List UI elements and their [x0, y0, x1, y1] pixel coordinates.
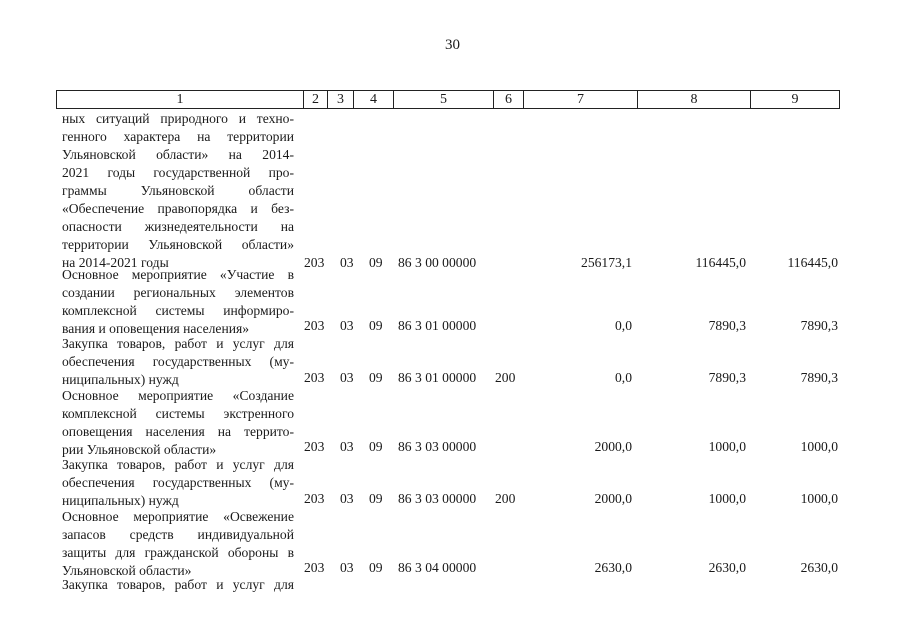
header-col-9: 9	[791, 92, 799, 107]
description-line: территории Ульяновской области»	[62, 237, 294, 252]
cell-col-9: 1000,0	[800, 439, 838, 454]
cell-col-6: 200	[495, 370, 516, 385]
description-line: Основное мероприятие «Участие в	[62, 267, 294, 282]
row-description	[62, 335, 294, 389]
cell-col-7: 2630,0	[594, 560, 632, 575]
cell-col-4: 09	[369, 491, 383, 506]
cell-col-9: 7890,3	[800, 318, 838, 333]
cell-col-9: 1000,0	[800, 491, 838, 506]
description-line: ниципальных) нужд	[62, 493, 179, 508]
description-line: защиты для гражданской обороны в	[62, 545, 294, 560]
cell-col-8: 7890,3	[708, 318, 746, 333]
description-line: граммы Ульяновской области	[62, 183, 294, 198]
description-line: генного характера на территории	[62, 129, 294, 144]
cell-col-2: 203	[304, 318, 325, 333]
description-line: на 2014-2021 годы	[62, 255, 169, 270]
header-col-2: 2	[304, 91, 328, 108]
description-line: ниципальных) нужд	[62, 372, 179, 387]
header-col-5: 5	[394, 91, 494, 108]
table-header-row	[56, 90, 840, 109]
cell-col-8: 1000,0	[708, 439, 746, 454]
description-line: 2021 годы государственной про-	[62, 165, 294, 180]
cell-col-4: 09	[369, 439, 383, 454]
cell-col-3: 03	[340, 255, 354, 270]
description-line: вания и оповещения населения»	[62, 321, 250, 336]
cell-col-4: 09	[369, 255, 383, 270]
description-line: Закупка товаров, работ и услуг для	[62, 457, 294, 472]
header-col-3: 3	[328, 91, 354, 108]
cell-col-8: 7890,3	[708, 370, 746, 385]
description-line: опасности жизнедеятельности на	[62, 219, 294, 234]
description-line: «Обеспечение правопорядка и без-	[62, 201, 294, 216]
description-line: ных ситуаций природного и техно-	[62, 111, 294, 126]
cell-col-7: 2000,0	[594, 439, 632, 454]
description-line: комплексной системы экстренного	[62, 406, 294, 421]
row-description	[62, 110, 294, 272]
row-description	[62, 266, 294, 338]
cell-col-3: 03	[340, 370, 354, 385]
description-line: Основное мероприятие «Создание	[62, 388, 294, 403]
cell-col-5: 86 3 01 00000	[398, 370, 477, 385]
cell-col-7: 0,0	[615, 370, 632, 385]
cell-col-3: 03	[340, 439, 354, 454]
header-col-4: 4	[354, 91, 394, 108]
description-line: Ульяновской области» на 2014-	[62, 147, 294, 162]
header-col-7: 7	[524, 91, 638, 108]
row-description	[62, 576, 294, 594]
cell-col-2: 203	[304, 255, 325, 270]
description-line: Ульяновской области»	[62, 563, 192, 578]
cell-col-8: 2630,0	[708, 560, 746, 575]
cell-col-5: 86 3 03 00000	[398, 491, 477, 506]
cell-col-2: 203	[304, 370, 325, 385]
description-line: Закупка товаров, работ и услуг для	[62, 577, 294, 592]
description-line: Основное мероприятие «Освежение	[62, 509, 294, 524]
page-number: 30	[445, 37, 460, 53]
header-col-8: 8	[638, 91, 751, 108]
description-line: оповещения населения на террито-	[62, 424, 294, 439]
header-col-1: 1	[57, 91, 304, 108]
description-line: рии Ульяновской области»	[62, 442, 217, 457]
row-description	[62, 456, 294, 510]
cell-col-2: 203	[304, 560, 325, 575]
cell-col-9: 116445,0	[787, 255, 838, 270]
row-description	[62, 387, 294, 459]
cell-col-5: 86 3 00 00000	[398, 255, 477, 270]
cell-col-8: 1000,0	[708, 491, 746, 506]
cell-col-5: 86 3 01 00000	[398, 318, 477, 333]
cell-col-7: 2000,0	[594, 491, 632, 506]
cell-col-4: 09	[369, 560, 383, 575]
header-col-6: 6	[494, 91, 524, 108]
cell-col-4: 09	[369, 318, 383, 333]
cell-col-3: 03	[340, 560, 354, 575]
cell-col-3: 03	[340, 491, 354, 506]
description-line: обеспечения государственных (му-	[62, 354, 294, 369]
description-line: создании региональных элементов	[62, 285, 294, 300]
cell-col-7: 256173,1	[581, 255, 632, 270]
row-description	[62, 508, 294, 580]
description-line: обеспечения государственных (му-	[62, 475, 294, 490]
cell-col-8: 116445,0	[695, 255, 746, 270]
description-line: Закупка товаров, работ и услуг для	[62, 336, 294, 351]
cell-col-5: 86 3 03 00000	[398, 439, 477, 454]
cell-col-5: 86 3 04 00000	[398, 560, 477, 575]
cell-col-2: 203	[304, 491, 325, 506]
cell-col-9: 2630,0	[800, 560, 838, 575]
cell-col-9: 7890,3	[800, 370, 838, 385]
cell-col-4: 09	[369, 370, 383, 385]
description-line: комплексной системы информиро-	[62, 303, 294, 318]
cell-col-7: 0,0	[615, 318, 632, 333]
cell-col-3: 03	[340, 318, 354, 333]
description-line: запасов средств индивидуальной	[62, 527, 294, 542]
cell-col-6: 200	[495, 491, 516, 506]
cell-col-2: 203	[304, 439, 325, 454]
